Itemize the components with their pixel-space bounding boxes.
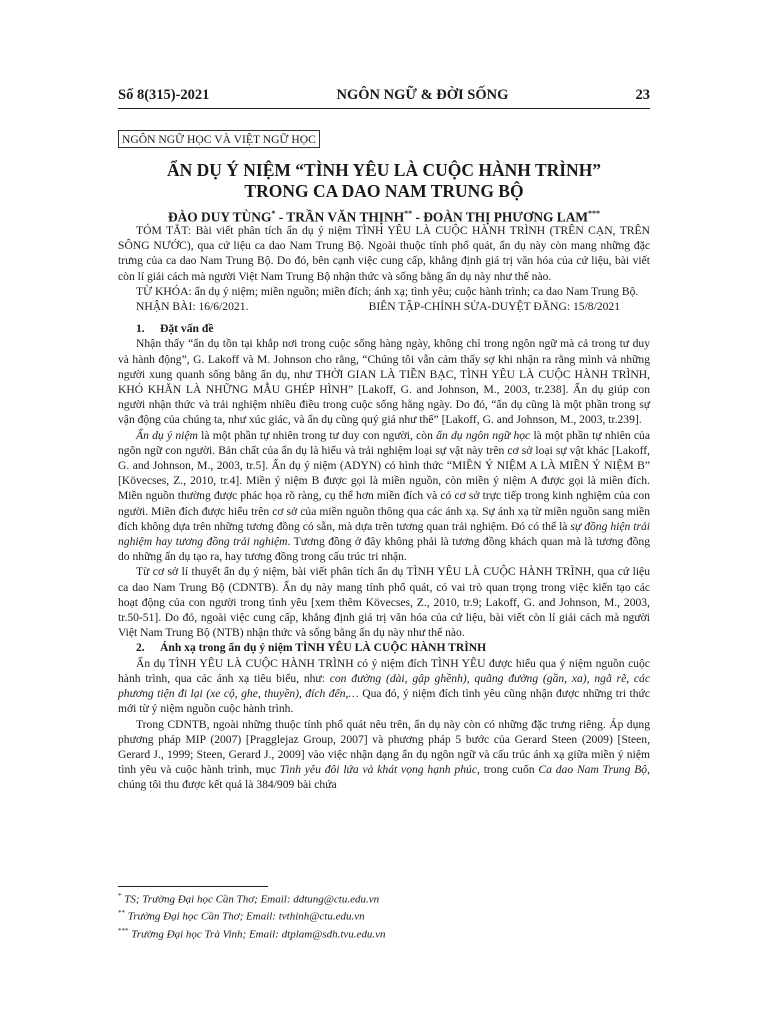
paragraph: Từ cơ sở lí thuyết ẩn dụ ý niệm, bài viết phân tích ẩn dụ TÌNH YÊU LÀ CUỘC HÀNH TRÌNH, qua cứ liệu ca dao Nam Trung Bộ (CDNTB). Ẩn dụ này mang tính phổ quát, có vai trò quan trọng trong việc kiến tạo các hoạt động của con người trong tình yêu [xem thêm Kövecses, Z., 2010, tr.9; Lakoff, G. and Johnson, M., 2003, tr.50-51]. Do đó, ngoài việc cung cấp, khẳng định giá trị văn hóa của cứ liệu, bài viết còn lí giải cách mà người Việt Nam Trung Bộ (NTB) nhận thức và sống bằng ẩn dụ này như thế nào. <box>118 565 650 640</box>
author-1-mark: * <box>271 209 276 218</box>
keywords: TỪ KHÓA: ẩn dụ ý niệm; miền nguồn; miền đích; ánh xạ; tình yêu; cuộc hành trình; ca dao Nam Trung Bộ. <box>136 284 639 298</box>
footnote: ** Trường Đại học Cần Thơ; Email: tvthinh@ctu.edu.vn <box>118 909 365 923</box>
section-1-heading <box>118 321 650 336</box>
journal-name: NGÔN NGỮ & ĐỜI SỐNG <box>336 87 509 103</box>
paragraph: Ẩn dụ TÌNH YÊU LÀ CUỘC HÀNH TRÌNH có ý niệm đích TÌNH YÊU được hiểu qua ý niệm nguồn cuộc hành trình, qua các ánh xạ tiêu biểu, như: con đường (dài, gập ghềnh), quãng đường (gần, xa), ngã rẽ, các phương tiện đi lại (xe cộ, ghe, thuyền), đích đến,… Qua đó, ý niệm đích tình yêu cũng nhận được những tri thức mới từ ý niệm nguồn cuộc hành trình. <box>118 656 650 716</box>
article-body <box>118 223 650 793</box>
emphasis: sự đồng hiện trải nghiệm hay tương đồng trải nghiệm <box>118 519 651 549</box>
section-1-number: 1. <box>136 322 145 336</box>
page-number: 23 <box>635 87 650 103</box>
author-2: TRẦN VĂN THỊNH <box>286 209 405 225</box>
author-separator: - <box>275 209 287 225</box>
article-dates <box>118 299 650 314</box>
author-3-mark: *** <box>588 209 601 218</box>
paragraph: Trong CDNTB, ngoài những thuộc tính phổ quát nêu trên, ẩn dụ này còn có những đặc trưng riêng. Áp dụng phương pháp MIP (2007) [Pragglejaz Group, 2007] và phương pháp 5 bước của Gerard Steen (2009) [Steen, Gerard J., 1999; Steen, Gerard J., 2009] vào việc nhận dạng ẩn dụ ngôn ngữ và cấu trúc ánh xạ giữa miền ý niệm tình yêu và cuộc hành trình, mục Tình yêu đôi lứa và khát vọng hạnh phúc, trong cuốn Ca dao Nam Trung Bộ, chúng tôi thu được kết quả là 384/909 bài chứa <box>118 717 651 792</box>
paragraph: Nhận thấy “ẩn dụ tồn tại khắp nơi trong cuộc sống hàng ngày, không chỉ trong ngôn ngữ mà cả trong tư duy và hành động”, G. Lakoff và M. Johnson cho rằng, “Chúng tôi vẫn cảm thấy sợ khi nhận ra rằng mình và những người xung quanh sống bằng ẩn dụ, như THỜI GIAN LÀ TIỀN BẠC, TÌNH YÊU LÀ CUỘC HÀNH TRÌNH, KHÓ KHĂN LÀ NHỮNG MẪU GHÉP HÌNH” [Lakoff, G. and Johnson, M., 2003, tr.238]. Ẩn dụ giúp con người nhận thức và trải nghiệm nhiều điều trong cuộc sống hằng ngày. Do đó, “ẩn dụ cũng là một phần trong sự vận động của chúng ta, như xúc giác, và ẩn dụ cũng quý giá như thế” [Lakoff, G. and Johnson, M., 2003, tr.239]. <box>118 337 650 427</box>
title-line-1: ẨN DỤ Ý NIỆM “TÌNH YÊU LÀ CUỘC HÀNH TRÌNH” <box>166 160 602 180</box>
emphasis: con đường (dài, gập ghềnh), quãng đường (gần, xa), ngã rẽ, các phương tiện đi lại (xe cộ, ghe, thuyền), đích đến,… <box>118 671 650 701</box>
paragraph: Ẩn dụ ý niệm là một phần tự nhiên trong tư duy con người, còn ẩn dụ ngôn ngữ học là một phần tự nhiên của ngôn ngữ con người. Bản chất của ẩn dụ là hiểu và trải nghiệm loại sự vật này trên cơ sở loại sự vật khác [Lakoff, G. and Johnson, M., 2003, tr.5]. Ẩn dụ ý niệm (ADYN) có hình thức “MIỀN Ý NIỆM A LÀ MIỀN Ý NIỆM B” [Kövecses, Z., 2010, tr.4]. Miền ý niệm B được gọi là miền nguồn, còn miền ý niệm A được gọi là miền đích. Miền nguồn thường được phác họa rõ ràng, cụ thể hơn miền đích và có cơ sở trực tiếp trong kinh nghiệm của con người. Miền đích được hiểu trên cơ sở của miền nguồn thông qua các ánh xạ. Sự ánh xạ từ miền nguồn sang miền đích không dựa trên những tương đồng có sẵn, mà dựa trên tương quan trải nghiệm. Đó có thể là sự đồng hiện trải nghiệm hay tương đồng trải nghiệm. Tương đồng ở đây không phải là tương đồng khách quan mà là tương đồng do những ẩn dụ tạo ra, hay tương đồng trong cấu trúc tri nhận. <box>118 428 651 564</box>
author-separator: - <box>412 209 424 225</box>
author-2-mark: ** <box>404 209 413 218</box>
section-2-title: Ánh xạ trong ẩn dụ ý niệm TÌNH YÊU LÀ CUỘC HÀNH TRÌNH <box>160 641 487 655</box>
emphasis: Ca dao Nam Trung Bộ <box>538 763 648 777</box>
section-2-number: 2. <box>136 641 145 655</box>
footnotes <box>118 886 386 942</box>
emphasis: Ẩn dụ ý niệm <box>136 428 198 442</box>
received-date: NHẬN BÀI: 16/6/2021. <box>136 300 249 314</box>
section-1-title: Đặt vấn đề <box>160 322 214 336</box>
footnote: *** Trường Đại học Trà Vinh; Email: dtplam@sdh.tvu.edu.vn <box>118 926 386 941</box>
author-3: ĐOÀN THỊ PHƯƠNG LAM <box>423 209 589 225</box>
issue-number: Số 8(315)-2021 <box>118 87 210 103</box>
accepted-date: BIÊN TẬP-CHỈNH SỬA-DUYỆT ĐĂNG: 15/8/2021 <box>368 300 620 314</box>
running-header <box>118 84 650 109</box>
abstract: TÓM TẮT: Bài viết phân tích ẩn dụ ý niệm TÌNH YÊU LÀ CUỘC HÀNH TRÌNH (TRÊN CẠN, TRÊN SÔNG NƯỚC), qua cứ liệu ca dao Nam Trung Bộ. Ngoài thuộc tính phổ quát, ẩn dụ này còn mang những đặc trưng của ca dao Nam Trung Bộ. Do đó, bên cạnh việc cung cấp, khẳng định giá trị văn hóa của cứ liệu, bài viết còn lí giải cách mà người Việt Nam Trung Bộ nhận thức và sống bằng ẩn dụ này như thế nào. <box>118 224 650 283</box>
article-title <box>118 160 650 202</box>
author-1: ĐÀO DUY TÙNG <box>167 209 272 225</box>
emphasis: Tình yêu đôi lứa và khát vọng hạnh phúc <box>279 763 477 777</box>
emphasis: ẩn dụ ngôn ngữ học <box>436 428 531 442</box>
title-line-2: TRONG CA DAO NAM TRUNG BỘ <box>244 181 524 201</box>
section-label: NGÔN NGỮ HỌC VÀ VIỆT NGỮ HỌC <box>118 130 320 148</box>
section-2-heading <box>118 640 650 655</box>
footnote: * TS; Trường Đại học Cần Thơ; Email: ddtung@ctu.edu.vn <box>118 892 380 906</box>
